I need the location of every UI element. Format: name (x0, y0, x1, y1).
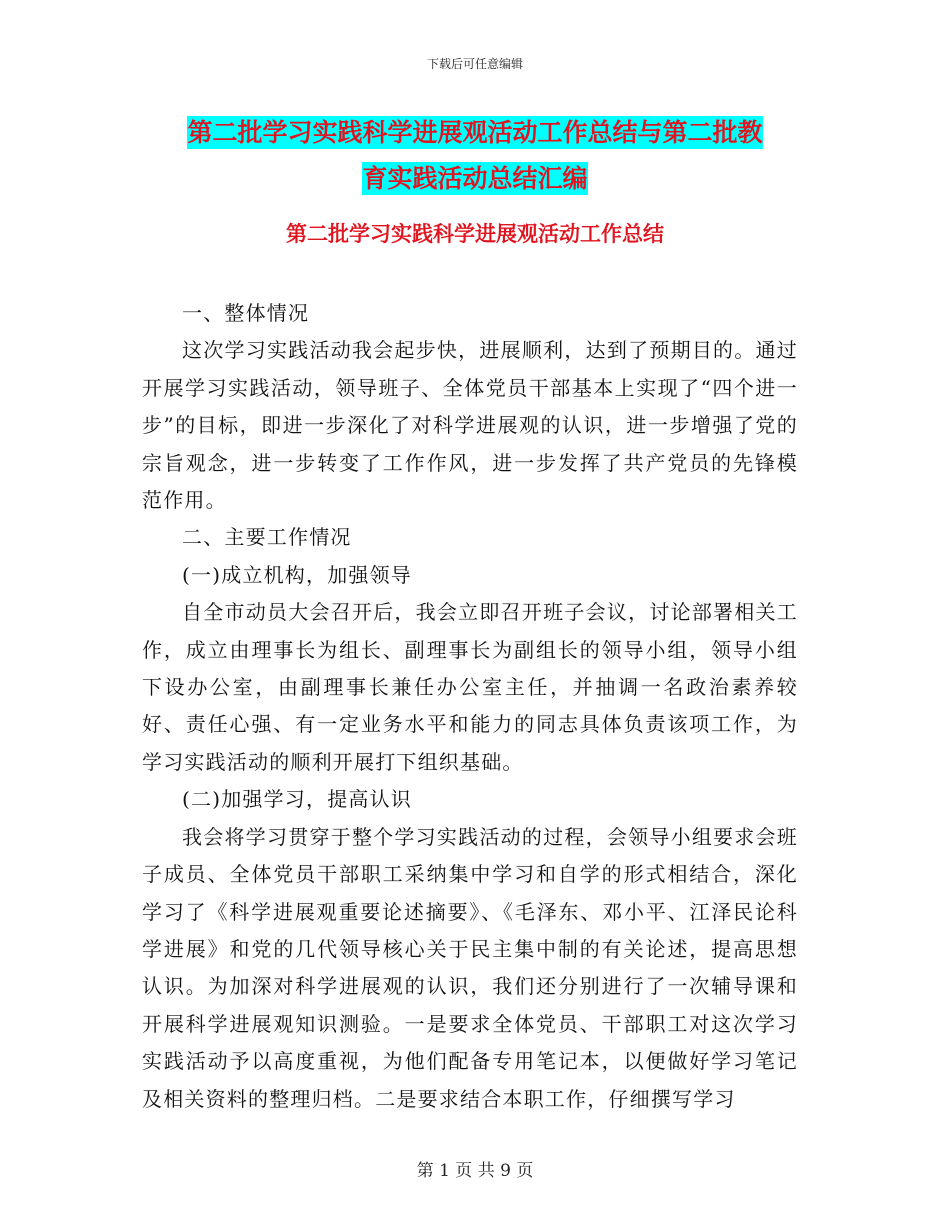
subheading-study: (二)加强学习，提高认识 (182, 787, 413, 812)
paragraph: 我会将学习贯穿于整个学习实践活动的过程，会领导小组要求会班子成员、全体党员干部职工采纳集中学习和自学的形式相结合，深化学习了《科学进展观重要论述摘要》、《毛泽东、邓小平、江泽民论科学进展》和党的几代领导核心关于民主集中制的有关论述，提高思想认识。为加深对科学进展观的认识，我们还分别进行了一次辅导课和开展科学进展观知识测验。一是要求全体党员、干部职工对这次学习实践活动予以高度重视，为他们配备专用笔记本，以便做好学习笔记及相关资料的整理归档。二是要求结合本职工作，仔细撰写学习 (142, 824, 798, 1111)
heading-main-work: 二、主要工作情况 (182, 525, 352, 550)
paragraph: 自全市动员大会召开后，我会立即召开班子会议，讨论部署相关工作，成立由理事长为组长、副理事长为副组长的领导小组，领导小组下设办公室，由副理事长兼任办公室主任，并抽调一名政治素养较好、责任心强、有一定业务水平和能力的同志具体负责该项工作，为学习实践活动的顺利开展打下组织基础。 (142, 600, 798, 774)
page-header: 下载后可任意编辑 (426, 57, 523, 71)
section-title: 第二批学习实践科学进展观活动工作总结 (286, 222, 664, 246)
paragraph: 这次学习实践活动我会起步快，进展顺利，达到了预期目的。通过开展学习实践活动，领导班子、全体党员干部基本上实现了“四个进一步”的目标，即进一步深化了对科学进展观的认识，进一步增强了党的宗旨观念，进一步转变了工作作风，进一步发挥了共产党员的先锋模范作用。 (142, 338, 798, 513)
document-title-line-1: 第二批学习实践科学进展观活动工作总结与第二批教 (187, 118, 763, 147)
heading-overall: 一、整体情况 (182, 301, 310, 325)
document-body (142, 295, 798, 1118)
page-footer: 第 1 页 共 9 页 (416, 1161, 534, 1181)
document-title-line-2: 育实践活动总结汇编 (362, 164, 588, 193)
subheading-organization: (一)成立机构，加强领导 (182, 562, 413, 587)
document-title (140, 110, 810, 202)
